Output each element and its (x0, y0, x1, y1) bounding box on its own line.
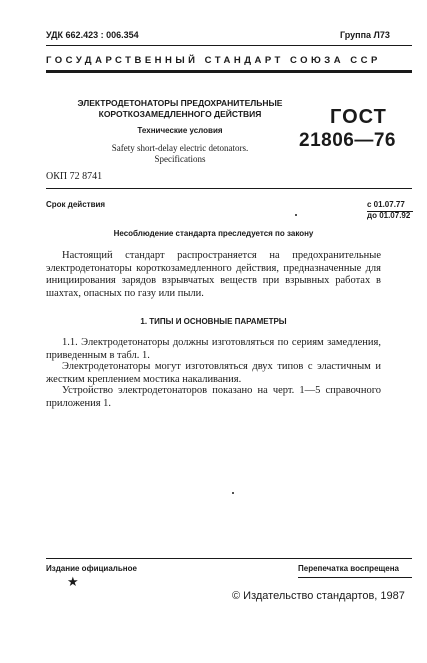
official-edition-label: Издание официальное (46, 564, 137, 573)
standard-title (70, 98, 290, 120)
validity-from: с 01.07.77 (367, 200, 405, 209)
clause-1-1: 1.1. Электродетонаторы должны изготовляться по сериям замедления, приведенным в табл. 1. (46, 337, 381, 361)
footer-rule (46, 558, 412, 559)
section-heading: 1. ТИПЫ И ОСНОВНЫЕ ПАРАМЕТРЫ (140, 317, 287, 326)
validity-to: до 01.07.92 (367, 211, 411, 220)
reprint-rule (298, 577, 412, 578)
gost-number: 21806—76 (299, 130, 396, 151)
okp-rule (46, 188, 412, 189)
english-title-line-2: Specifications (154, 154, 206, 164)
udk-code: УДК 662.423 : 006.354 (46, 30, 139, 40)
title-line-2: КОРОТКОЗАМЕДЛЕННОГО ДЕЙСТВИЯ (98, 109, 262, 119)
copyright-notice: © Издательство стандартов, 1987 (232, 590, 405, 602)
intro-paragraph: Настоящий стандарт распространяется на предохранительные электродетонаторы короткозамедленного действия, предназначенные для инициирования зарядов взрывчатых веществ при взрывных работах в шахтах, опасных по газу или пыли. (46, 250, 381, 299)
star-icon: ★ (67, 574, 79, 589)
scan-speck (295, 214, 297, 216)
top-rule (46, 45, 412, 46)
header-thick-rule (46, 70, 412, 73)
reprint-notice: Перепечатка воспрещена (298, 564, 399, 573)
english-title (70, 143, 290, 165)
device-paragraph: Устройство электродетонаторов показано на черт. 1—5 справочного приложения 1. (46, 385, 381, 409)
gost-label: ГОСТ (330, 106, 387, 128)
standard-subtitle: Технические условия (137, 126, 223, 135)
group-code: Группа Л73 (340, 30, 390, 40)
okp-code: ОКП 72 8741 (46, 171, 103, 182)
title-line-1: ЭЛЕКТРОДЕТОНАТОРЫ ПРЕДОХРАНИТЕЛЬНЫЕ (77, 98, 283, 108)
scan-speck (232, 492, 234, 494)
english-title-line-1: Safety short-delay electric detonators. (111, 143, 249, 153)
state-standard-heading: ГОСУДАРСТВЕННЫЙ СТАНДАРТ СОЮЗА ССР (46, 55, 381, 66)
validity-label: Срок действия (46, 200, 106, 209)
types-paragraph: Электродетонаторы могут изготовляться двух типов с эластичным и жестким креплением мостика накаливания. (46, 361, 381, 385)
violation-notice: Несоблюдение стандарта преследуется по закону (113, 229, 314, 238)
